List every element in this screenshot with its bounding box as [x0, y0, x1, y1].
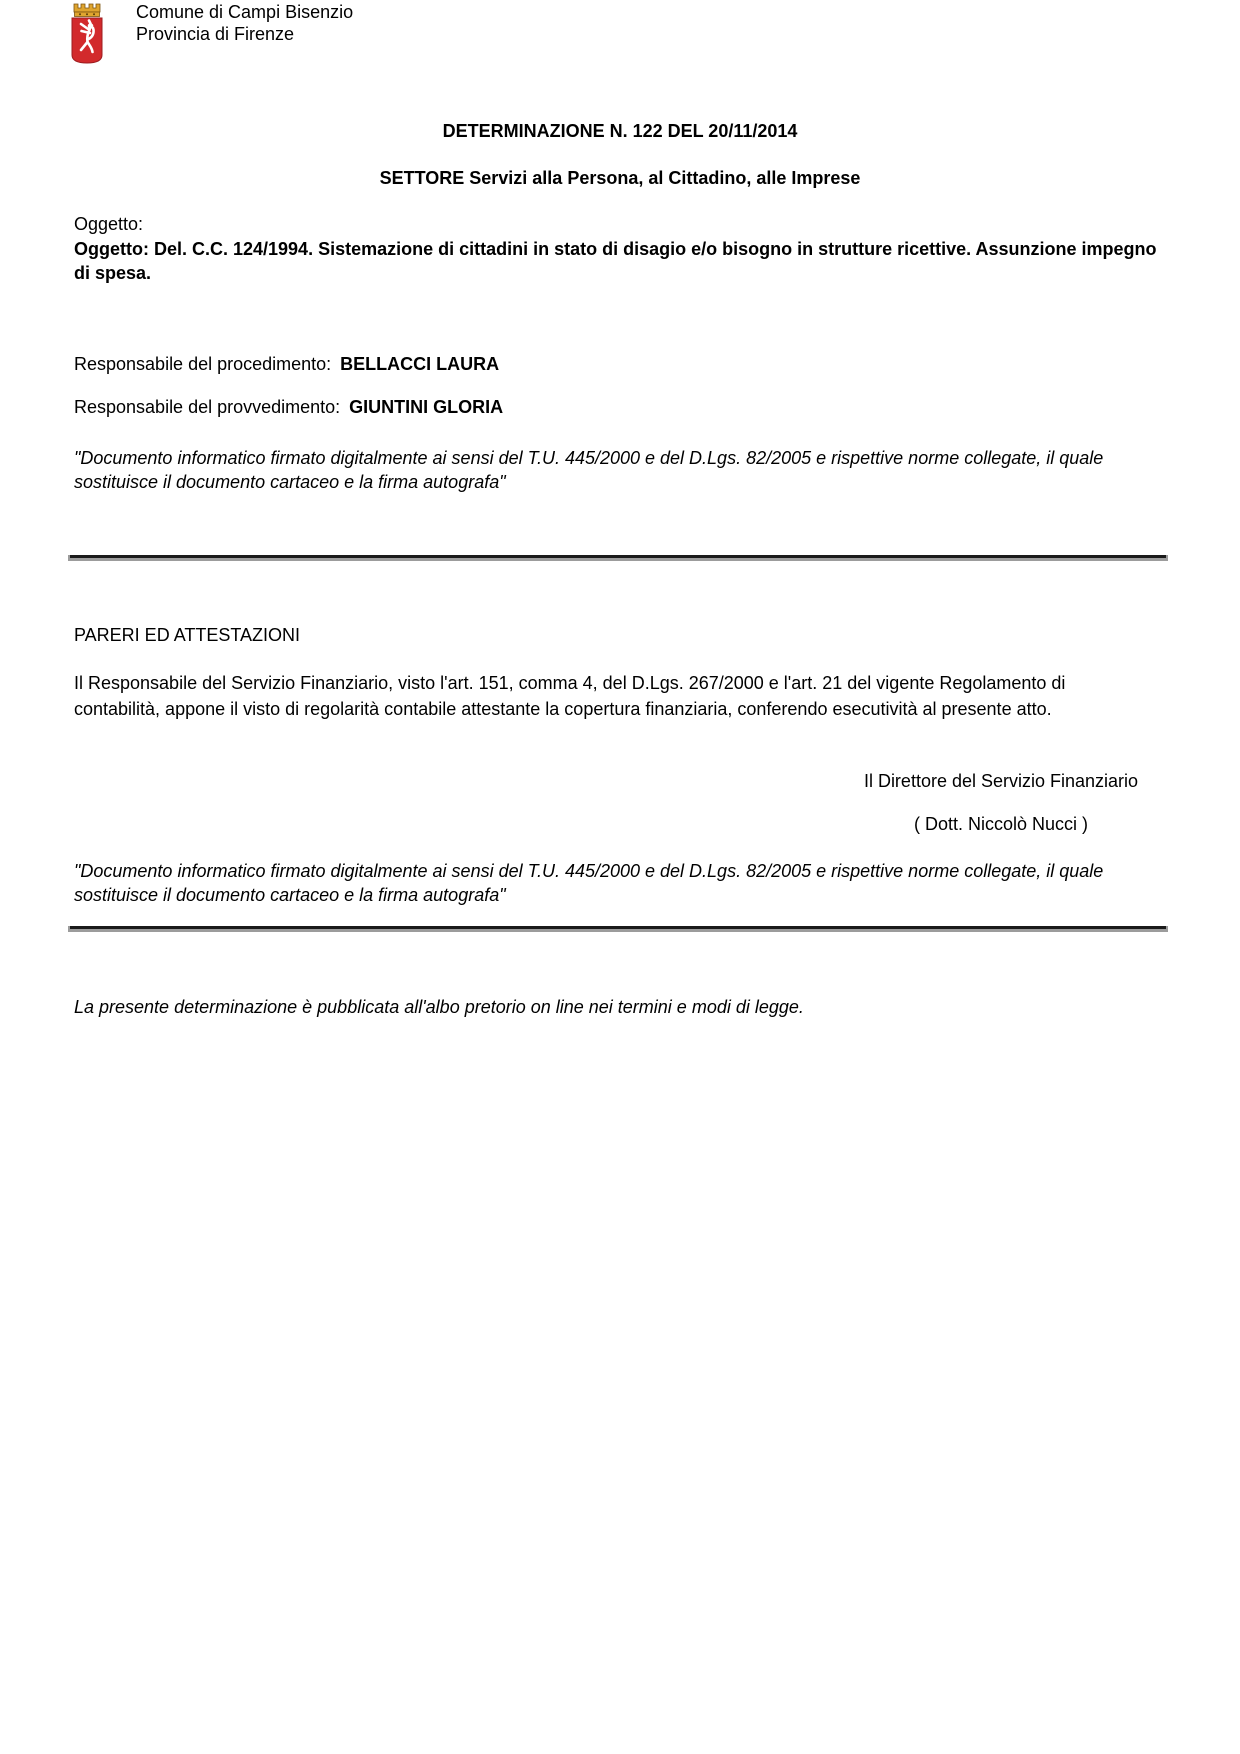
responsabile-procedimento-line — [74, 353, 499, 375]
pareri-heading: PARERI ED ATTESTAZIONI — [74, 625, 301, 645]
section-divider — [68, 555, 1168, 561]
section-divider — [68, 926, 1168, 932]
finance-signature-block — [836, 770, 1166, 835]
digital-signature-note: "Documento informatico firmato digitalmente ai sensi del T.U. 445/2000 e del D.Lgs. 82/2005 e rispettive norme collegate, il quale sostituisce il documento cartaceo e la firma autografa" — [74, 448, 1104, 492]
responsabile-provvedimento-line — [74, 396, 503, 418]
pareri-body: Il Responsabile del Servizio Finanziario, visto l'art. 151, comma 4, del D.Lgs. 267/2000 e l'art. 21 del vigente Regolamento di contabilità, appone il visto di regolarità contabile attestante la copertura finanziaria, conferendo esecutività al presente atto. — [74, 673, 1066, 719]
responsabile-provvedimento-name: GIUNTINI GLORIA — [349, 397, 504, 417]
header-province: Provincia di Firenze — [136, 24, 295, 44]
responsabile-procedimento-name: BELLACCI LAURA — [340, 354, 500, 374]
finance-signature-role: Il Direttore del Servizio Finanziario — [863, 771, 1139, 791]
header-text-block — [136, 1, 353, 45]
digital-signature-note: "Documento informatico firmato digitalmente ai sensi del T.U. 445/2000 e del D.Lgs. 82/2005 e rispettive norme collegate, il quale sostituisce il documento cartaceo e la firma autografa" — [74, 861, 1104, 905]
sector-heading: SETTORE Servizi alla Persona, al Cittadino, alle Imprese — [379, 168, 861, 188]
publication-note: La presente determinazione è pubblicata all'albo pretorio on line nei termini e modi di legge. — [74, 997, 804, 1017]
oggetto-text: Oggetto: Del. C.C. 124/1994. Sistemazione di cittadini in stato di disagio e/o bisogno in strutture ricettive. Assunzione impegno di spesa. — [74, 239, 1157, 283]
document-title: DETERMINAZIONE N. 122 DEL 20/11/2014 — [442, 121, 798, 141]
responsabile-provvedimento-label: Responsabile del provvedimento: — [74, 397, 341, 417]
header-municipality: Comune di Campi Bisenzio — [136, 2, 354, 22]
oggetto-label: Oggetto: — [74, 214, 144, 234]
finance-signature-name: ( Dott. Niccolò Nucci ) — [913, 814, 1089, 834]
responsabile-procedimento-label: Responsabile del procedimento: — [74, 354, 332, 374]
coat-of-arms-icon — [65, 2, 109, 64]
